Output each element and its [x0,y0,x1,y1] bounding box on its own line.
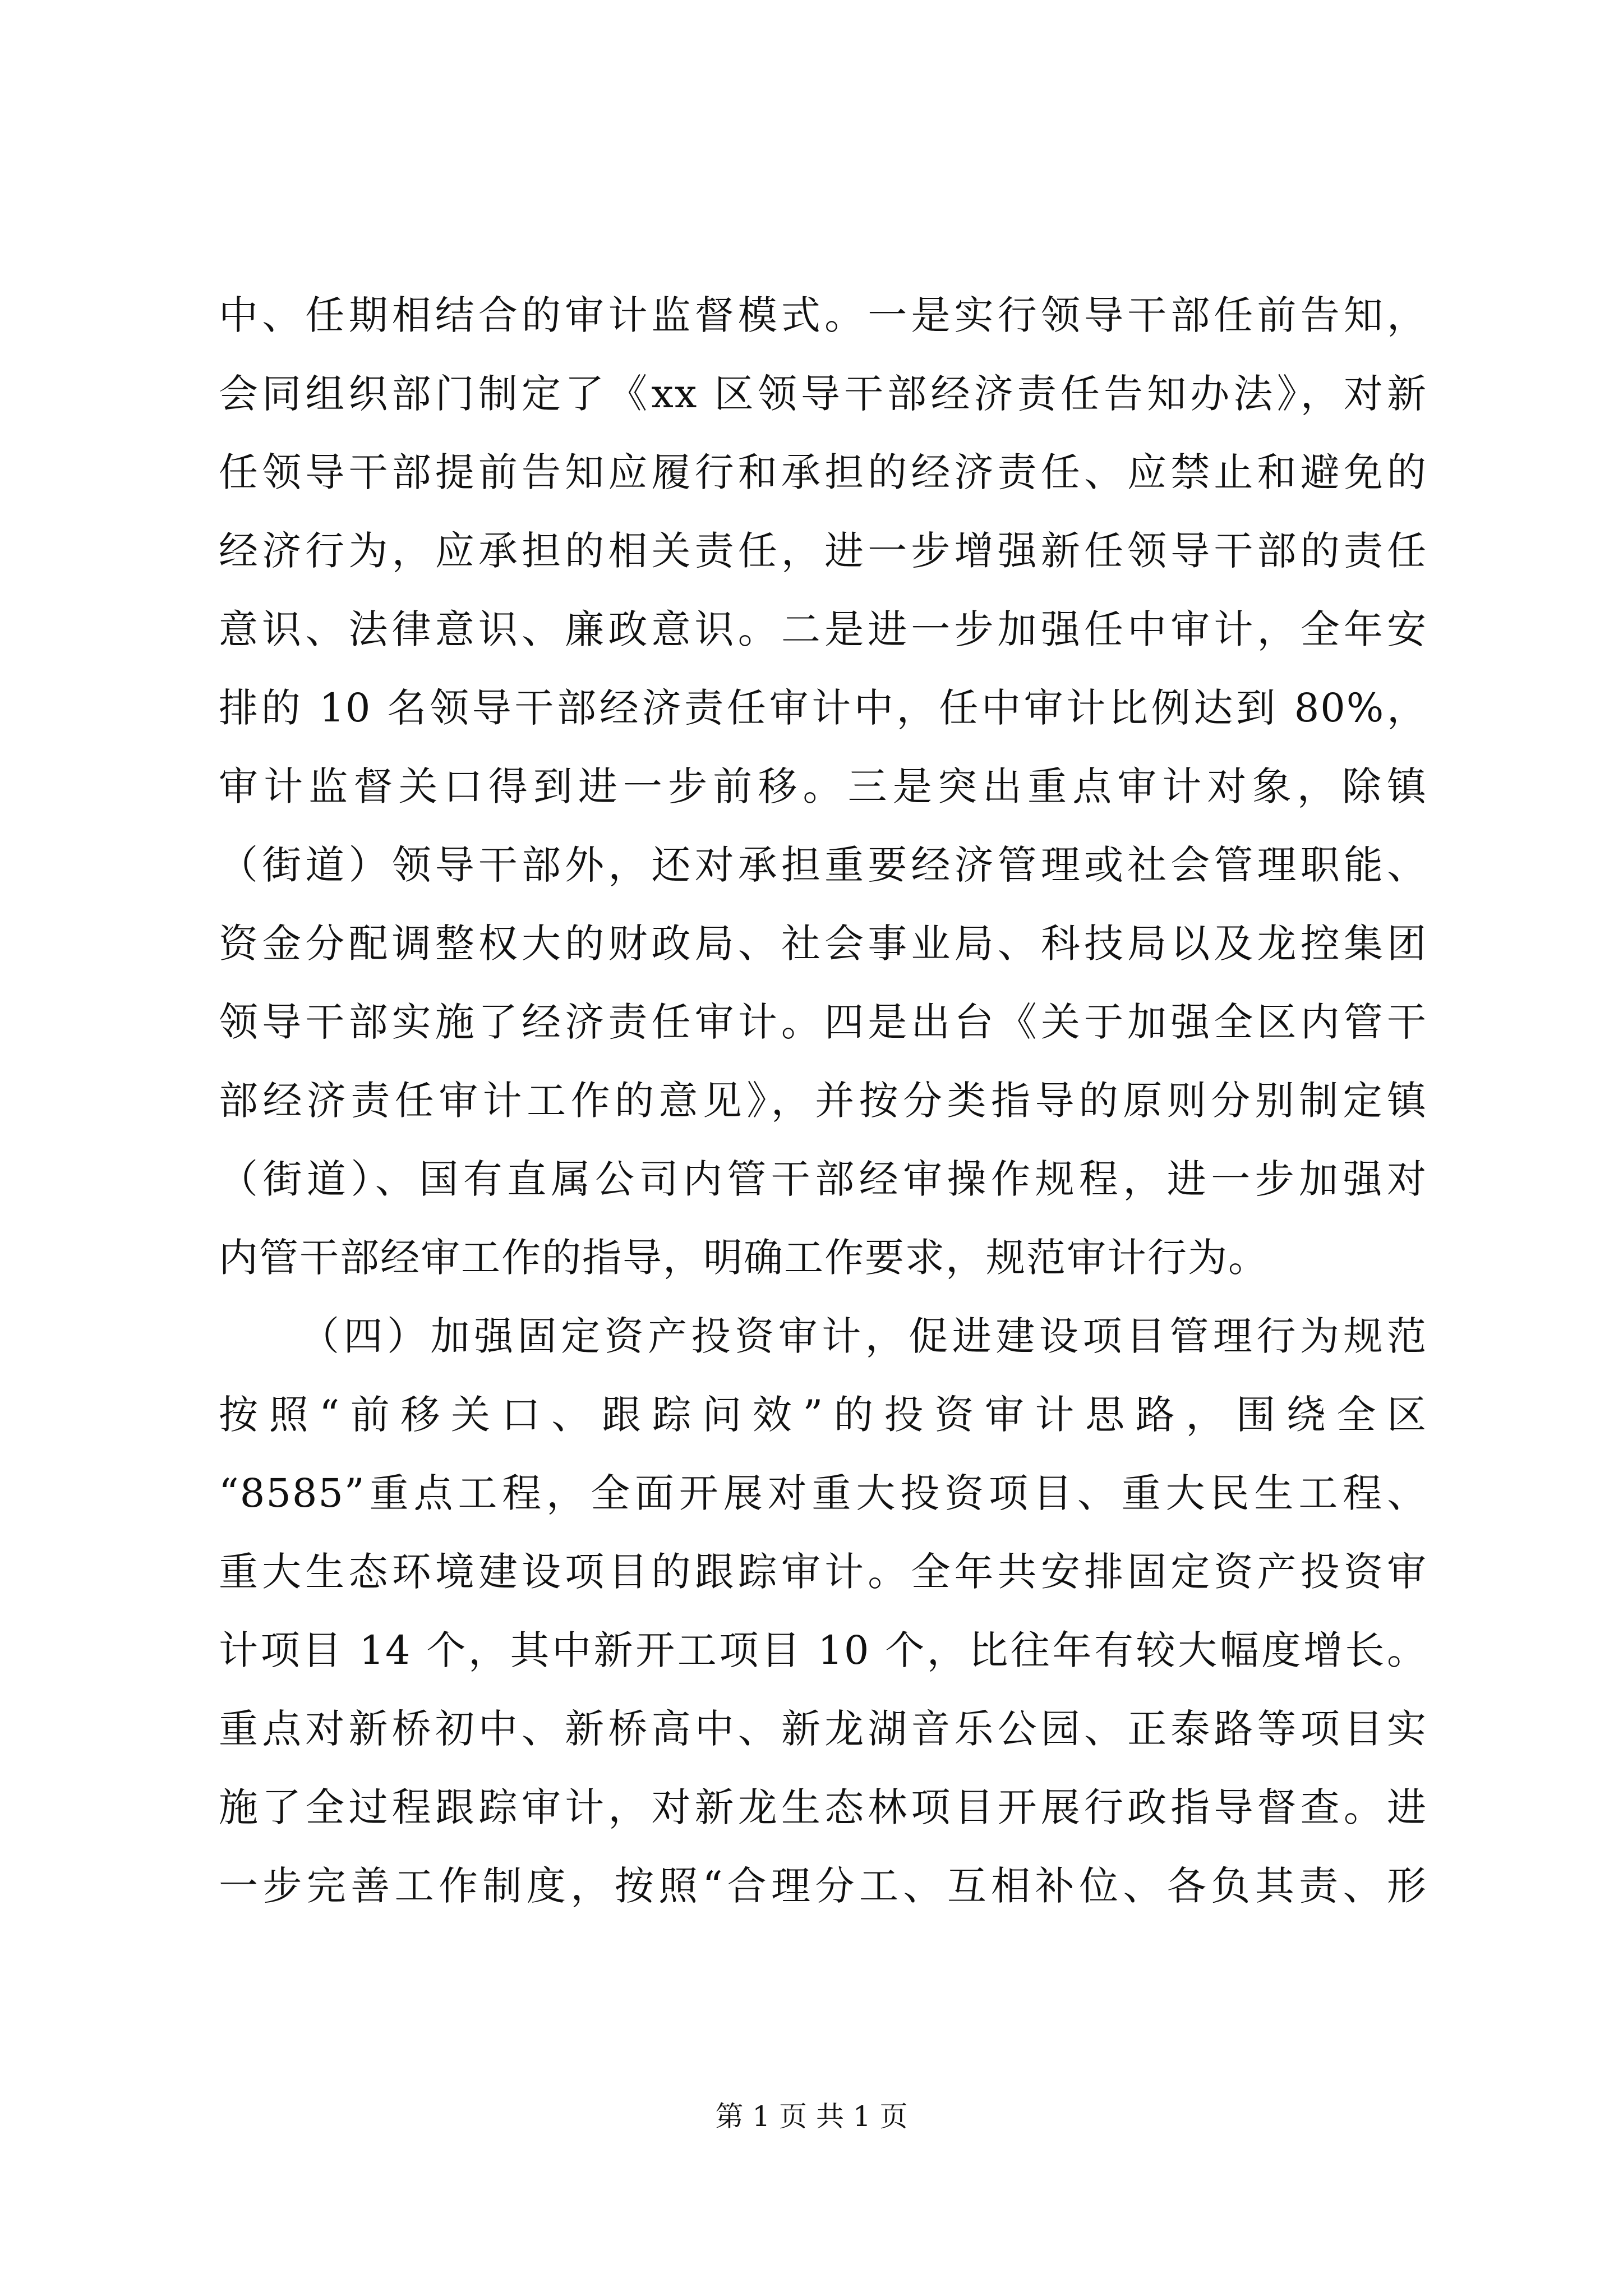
text-line-5: 意识、法律意识、廉政意识。二是进一步加强任中审计，全年安 [219,606,1427,652]
text-line-1: 中、任期相结合的审计监督模式。一是实行领导干部任前告知， [219,292,1427,338]
text-line-19: 重点对新桥初中、新桥高中、新龙湖音乐公园、正泰路等项目实 [219,1706,1427,1752]
section-heading: （四）加强固定资产投资审计，促进建设项目管理行为规范 [300,1313,1427,1359]
text-line-6: 排的 10 名领导干部经济责任审计中，任中审计比例达到 80%， [219,685,1427,731]
text-line-18: 计项目 14 个，其中新开工项目 10 个，比往年有较大幅度增长。 [219,1627,1427,1673]
text-line-15: 按照“前移关口、跟踪问效”的投资审计思路，围绕全区 [219,1392,1427,1438]
text-line-11: 部经济责任审计工作的意见》，并按分类指导的原则分别制定镇 [219,1078,1427,1124]
text-line-8: （街道）领导干部外，还对承担重要经济管理或社会管理职能、 [219,842,1427,888]
text-line-4: 经济行为，应承担的相关责任，进一步增强新任领导干部的责任 [219,528,1427,574]
text-line-20: 施了全过程跟踪审计，对新龙生态林项目开展行政指导督查。进 [219,1784,1427,1830]
text-line-7: 审计监督关口得到进一步前移。三是突出重点审计对象，除镇 [219,763,1427,809]
page-footer: 第 1 页 共 1 页 [715,2100,908,2133]
text-line-10: 领导干部实施了经济责任审计。四是出台《关于加强全区内管干 [219,999,1427,1045]
text-line-3: 任领导干部提前告知应履行和承担的经济责任、应禁止和避免的 [219,449,1427,495]
text-line-9: 资金分配调整权大的财政局、社会事业局、科技局以及龙控集团 [219,921,1427,967]
text-line-16: “8585”重点工程，全面开展对重大投资项目、重大民生工程、 [219,1470,1427,1516]
text-line-13: 内管干部经审工作的指导，明确工作要求，规范审计行为。 [219,1235,1269,1281]
text-line-12: （街道）、国有直属公司内管干部经审操作规程，进一步加强对 [219,1156,1427,1202]
text-line-17: 重大生态环境建设项目的跟踪审计。全年共安排固定资产投资审 [219,1549,1427,1595]
text-line-2: 会同组织部门制定了《xx 区领导干部经济责任告知办法》，对新 [219,371,1427,417]
text-line-21: 一步完善工作制度，按照“合理分工、互相补位、各负其责、形 [219,1863,1427,1909]
